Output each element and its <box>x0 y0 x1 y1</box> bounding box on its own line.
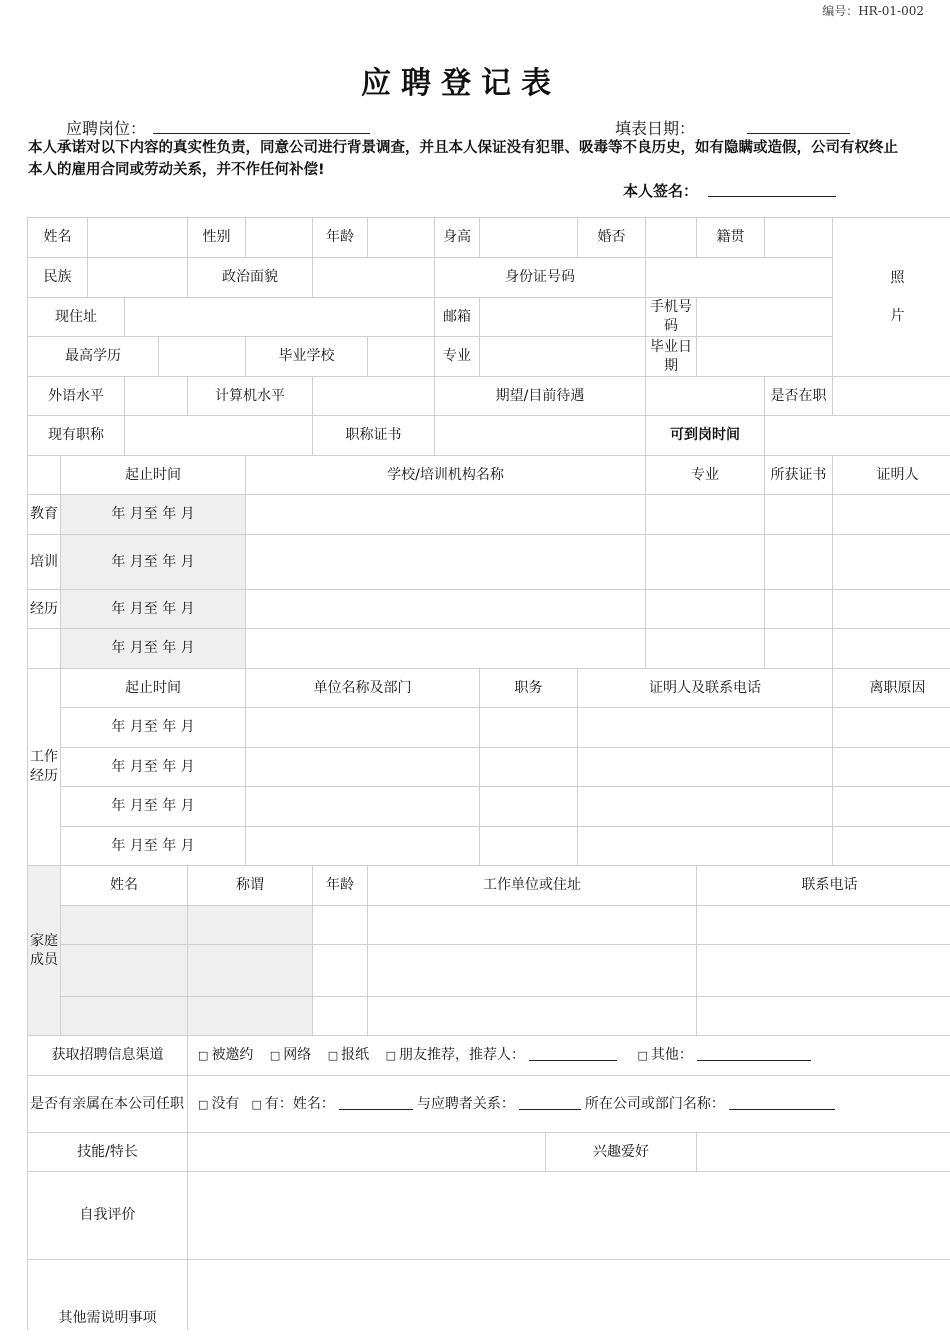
work-date[interactable]: 年 月至 年 月 <box>61 748 246 787</box>
work-ref-input[interactable] <box>578 748 833 787</box>
edu-header-row <box>28 456 950 495</box>
family-age-input[interactable] <box>313 997 368 1036</box>
available-label: 可到岗时间 <box>646 416 765 456</box>
integrity-statement: 本人承诺对以下内容的真实性负责，同意公司进行背景调查，并且本人保证没有犯罪、吸毒等不良历史，如有隐瞒或造假，公司有权终止本人的雇用合同或劳动关系，并不作任何补偿! <box>28 140 898 178</box>
marital-label: 婚否 <box>578 218 646 258</box>
basic-row-3 <box>28 298 950 337</box>
work-company-input[interactable] <box>246 787 480 827</box>
edu-school-input[interactable] <box>246 495 646 535</box>
work-reason-input[interactable] <box>833 827 950 866</box>
other-field[interactable] <box>697 1046 811 1061</box>
channel-options <box>188 1036 950 1076</box>
basic-row-5 <box>28 377 950 416</box>
id-number-label: 身份证号码 <box>435 258 646 298</box>
gender-input[interactable] <box>246 218 313 258</box>
available-input[interactable] <box>765 416 950 456</box>
computer-input[interactable] <box>313 377 435 416</box>
edu-side-label-2: 培训 <box>28 535 61 590</box>
option-label: 被邀约 <box>211 1047 254 1063</box>
major-label: 专业 <box>435 337 480 377</box>
political-input[interactable] <box>313 258 435 298</box>
option-label: 朋友推荐，推荐人： <box>399 1047 526 1063</box>
channel-row <box>28 1036 950 1076</box>
family-relation-input[interactable] <box>188 945 313 997</box>
work-role-input[interactable] <box>480 787 578 827</box>
work-role-input[interactable] <box>480 708 578 748</box>
work-role-input[interactable] <box>480 748 578 787</box>
work-date[interactable]: 年 月至 年 月 <box>61 787 246 827</box>
edu-side-label-1: 教育 <box>28 495 61 535</box>
native-input[interactable] <box>765 218 833 258</box>
school-input[interactable] <box>368 337 435 377</box>
relative-label: 是否有亲属在本公司任职 <box>28 1076 188 1133</box>
photo-box[interactable] <box>833 218 950 377</box>
checkbox-icon[interactable]: □ <box>251 1097 262 1111</box>
employed-input[interactable] <box>833 377 950 416</box>
relation-field[interactable] <box>519 1095 581 1110</box>
channel-option-paper[interactable] <box>328 1047 369 1063</box>
work-col-reason: 离职原因 <box>833 669 950 708</box>
signature-label: 本人签名： <box>623 182 699 200</box>
family-name-input[interactable] <box>61 945 188 997</box>
referrer-field[interactable] <box>529 1046 617 1061</box>
education-label: 最高学历 <box>28 337 159 377</box>
skills-row <box>28 1133 950 1172</box>
edu-date[interactable]: 年 月至 年 月 <box>61 535 246 590</box>
education-input[interactable] <box>159 337 246 377</box>
work-reason-input[interactable] <box>833 748 950 787</box>
work-row <box>28 708 950 748</box>
option-label: 有：姓名： <box>264 1095 335 1112</box>
family-side-label: 家庭成员 <box>28 866 61 1036</box>
edu-cert-input[interactable] <box>765 495 833 535</box>
family-header-row <box>28 866 950 906</box>
cert-input[interactable] <box>435 416 646 456</box>
id-number-input[interactable] <box>646 258 833 298</box>
edu-col-school: 学校/培训机构名称 <box>246 456 646 495</box>
height-label: 身高 <box>435 218 480 258</box>
dept-field[interactable] <box>729 1095 835 1110</box>
hobby-input[interactable] <box>697 1133 950 1172</box>
major-input[interactable] <box>480 337 646 377</box>
family-work-input[interactable] <box>368 945 697 997</box>
edu-cert-input[interactable] <box>765 590 833 629</box>
edu-date[interactable]: 年 月至 年 月 <box>61 629 246 669</box>
phone-label: 手机号码 <box>646 298 697 337</box>
channel-option-web[interactable] <box>270 1047 311 1063</box>
work-ref-input[interactable] <box>578 708 833 748</box>
work-reason-input[interactable] <box>833 787 950 827</box>
work-date[interactable]: 年 月至 年 月 <box>61 827 246 866</box>
family-age-input[interactable] <box>313 906 368 945</box>
photo-label-2: 片 <box>890 308 905 324</box>
edu-row <box>28 535 950 590</box>
dept-label: 所在公司或部门名称： <box>584 1095 725 1112</box>
relative-name-field[interactable] <box>339 1095 413 1110</box>
edu-ref-input[interactable] <box>833 629 950 669</box>
position-label: 应聘岗位： <box>66 119 147 138</box>
family-name-input[interactable] <box>61 997 188 1036</box>
age-input[interactable] <box>368 218 435 258</box>
edu-row <box>28 495 950 535</box>
family-name-input[interactable] <box>61 906 188 945</box>
edu-major-input[interactable] <box>646 629 765 669</box>
checkbox-icon[interactable]: □ <box>385 1049 397 1062</box>
date-label: 填表日期： <box>615 119 696 138</box>
work-reason-input[interactable] <box>833 708 950 748</box>
work-row <box>28 748 950 787</box>
work-header-row <box>28 669 950 708</box>
edu-major-input[interactable] <box>646 535 765 590</box>
self-eval-input[interactable] <box>188 1172 950 1260</box>
email-label: 邮箱 <box>435 298 480 337</box>
grad-date-label: 毕业日期 <box>646 337 697 377</box>
edu-corner-cell <box>28 456 61 495</box>
option-label: 没有 <box>211 1095 240 1112</box>
work-row <box>28 787 950 827</box>
date-field[interactable] <box>747 133 850 134</box>
channel-option-other[interactable] <box>637 1047 814 1063</box>
language-label: 外语水平 <box>28 377 125 416</box>
family-phone-input[interactable] <box>697 906 950 945</box>
application-form-table <box>27 217 950 1330</box>
relative-row <box>28 1076 950 1133</box>
family-phone-input[interactable] <box>697 945 950 997</box>
edu-major-input[interactable] <box>646 590 765 629</box>
work-ref-input[interactable] <box>578 787 833 827</box>
cert-label: 职称证书 <box>313 416 435 456</box>
other-row <box>28 1260 950 1330</box>
self-eval-row <box>28 1172 950 1260</box>
family-relation-input[interactable] <box>188 906 313 945</box>
skills-label: 技能/特长 <box>28 1133 188 1172</box>
title-now-label: 现有职称 <box>28 416 125 456</box>
family-work-input[interactable] <box>368 997 697 1036</box>
basic-row-2 <box>28 258 950 298</box>
work-date[interactable]: 年 月至 年 月 <box>61 708 246 748</box>
grad-date-input[interactable] <box>697 337 833 377</box>
edu-col-ref: 证明人 <box>833 456 950 495</box>
address-label: 现住址 <box>28 298 125 337</box>
work-company-input[interactable] <box>246 708 480 748</box>
checkbox-icon[interactable]: □ <box>198 1049 209 1062</box>
name-label: 姓名 <box>28 218 88 258</box>
work-company-input[interactable] <box>246 827 480 866</box>
family-col-work: 工作单位或住址 <box>368 866 697 906</box>
work-row <box>28 827 950 866</box>
checkbox-icon[interactable]: □ <box>327 1049 339 1062</box>
family-col-phone: 联系电话 <box>697 866 950 906</box>
work-col-role: 职务 <box>480 669 578 708</box>
work-company-input[interactable] <box>246 748 480 787</box>
signature-field[interactable] <box>708 196 836 197</box>
photo-label-1: 照 <box>890 270 905 286</box>
relative-option-yes[interactable] <box>251 1096 416 1112</box>
height-input[interactable] <box>480 218 578 258</box>
relative-option-no[interactable] <box>198 1096 239 1112</box>
edu-col-cert: 所获证书 <box>765 456 833 495</box>
work-ref-input[interactable] <box>578 827 833 866</box>
edu-ref-input[interactable] <box>833 495 950 535</box>
option-label: 其他： <box>650 1047 693 1063</box>
family-row <box>28 906 950 945</box>
checkbox-icon[interactable]: □ <box>198 1097 209 1111</box>
family-col-age: 年龄 <box>313 866 368 906</box>
native-label: 籍贯 <box>697 218 765 258</box>
marital-input[interactable] <box>646 218 697 258</box>
edu-side-empty <box>28 629 61 669</box>
checkbox-icon[interactable]: □ <box>269 1049 281 1062</box>
document-code: 编号：HR-01-002 <box>822 4 924 18</box>
edu-school-input[interactable] <box>246 590 646 629</box>
edu-ref-input[interactable] <box>833 535 950 590</box>
checkbox-icon[interactable]: □ <box>637 1049 648 1062</box>
family-phone-input[interactable] <box>697 997 950 1036</box>
edu-cert-input[interactable] <box>765 535 833 590</box>
political-label: 政治面貌 <box>188 258 313 298</box>
edu-date[interactable]: 年 月至 年 月 <box>61 590 246 629</box>
salary-label: 期望/目前待遇 <box>435 377 646 416</box>
edu-row <box>28 629 950 669</box>
computer-label: 计算机水平 <box>188 377 313 416</box>
language-input[interactable] <box>125 377 188 416</box>
edu-date[interactable]: 年 月至 年 月 <box>61 495 246 535</box>
phone-input[interactable] <box>697 298 833 337</box>
ethnicity-label: 民族 <box>28 258 88 298</box>
option-label: 报纸 <box>341 1047 370 1063</box>
position-field[interactable] <box>153 133 370 134</box>
channel-label: 获取招聘信息渠道 <box>28 1036 188 1076</box>
work-role-input[interactable] <box>480 827 578 866</box>
other-input[interactable] <box>188 1260 950 1330</box>
edu-col-period: 起止时间 <box>61 456 246 495</box>
relative-options <box>188 1076 950 1133</box>
email-input[interactable] <box>480 298 646 337</box>
school-label: 毕业学校 <box>246 337 368 377</box>
title-now-input[interactable] <box>125 416 313 456</box>
other-label: 其他需说明事项 <box>28 1260 188 1330</box>
family-work-input[interactable] <box>368 906 697 945</box>
family-row <box>28 997 950 1036</box>
channel-option-friend[interactable] <box>386 1047 621 1063</box>
relation-label: 与应聘者关系： <box>416 1095 515 1112</box>
family-col-name: 姓名 <box>61 866 188 906</box>
work-col-period: 起止时间 <box>61 669 246 708</box>
work-col-company: 单位名称及部门 <box>246 669 480 708</box>
address-input[interactable] <box>125 298 435 337</box>
self-eval-label: 自我评价 <box>28 1172 188 1260</box>
option-label: 网络 <box>283 1047 312 1063</box>
family-col-relation: 称谓 <box>188 866 313 906</box>
family-age-input[interactable] <box>313 945 368 997</box>
ethnicity-input[interactable] <box>88 258 188 298</box>
basic-row-6 <box>28 416 950 456</box>
work-col-ref: 证明人及联系电话 <box>578 669 833 708</box>
edu-side-label-3: 经历 <box>28 590 61 629</box>
edu-row <box>28 590 950 629</box>
gender-label: 性别 <box>188 218 246 258</box>
form-title: 应聘登记表 <box>361 66 561 101</box>
edu-col-major: 专业 <box>646 456 765 495</box>
basic-row-4 <box>28 337 950 377</box>
age-label: 年龄 <box>313 218 368 258</box>
skills-input[interactable] <box>188 1133 546 1172</box>
employed-label: 是否在职 <box>765 377 833 416</box>
name-input[interactable] <box>88 218 188 258</box>
edu-major-input[interactable] <box>646 495 765 535</box>
channel-option-invited[interactable] <box>198 1047 253 1063</box>
edu-cert-input[interactable] <box>765 629 833 669</box>
family-row <box>28 945 950 997</box>
hobby-label: 兴趣爱好 <box>546 1133 697 1172</box>
work-side-label: 工作经历 <box>28 669 61 866</box>
edu-ref-input[interactable] <box>833 590 950 629</box>
salary-input[interactable] <box>646 377 765 416</box>
basic-row-1 <box>28 218 950 258</box>
family-relation-input[interactable] <box>188 997 313 1036</box>
edu-school-input[interactable] <box>246 535 646 590</box>
edu-school-input[interactable] <box>246 629 646 669</box>
